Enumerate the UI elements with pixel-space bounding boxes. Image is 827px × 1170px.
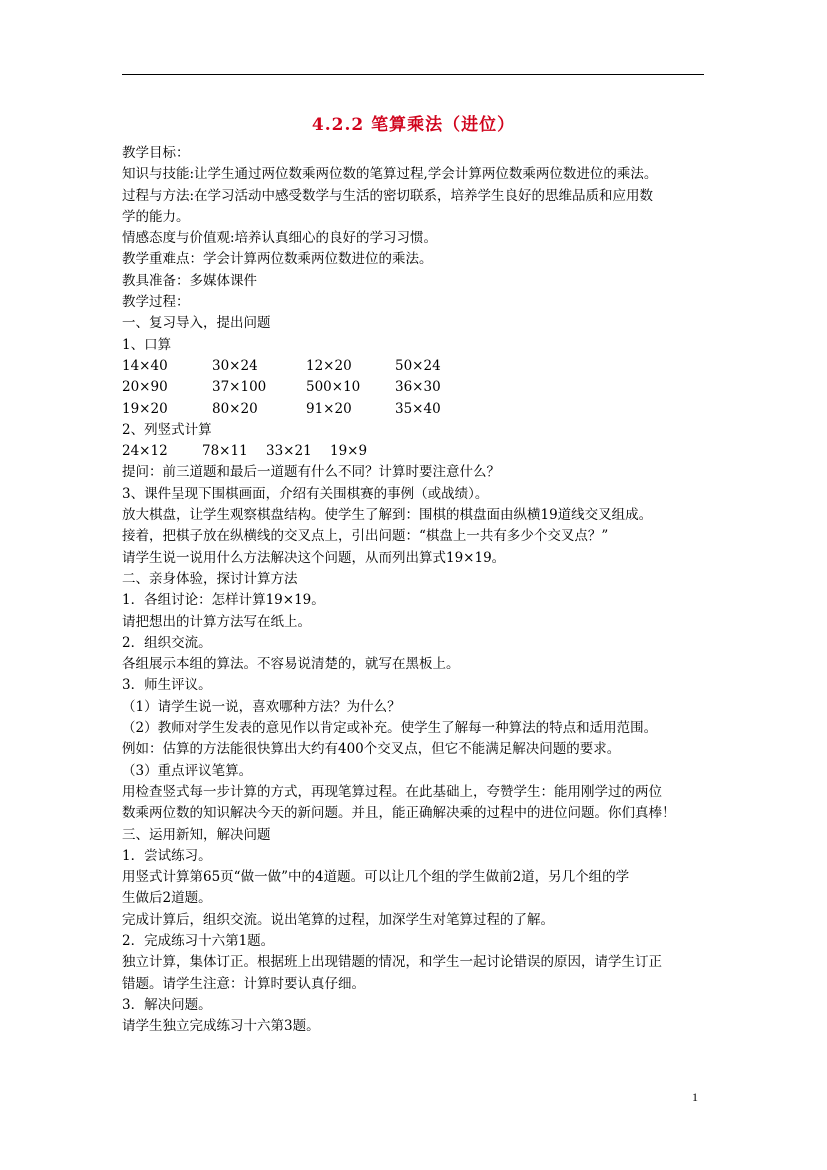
text-line: 二、亲身体验，探讨计算方法	[122, 570, 298, 587]
document-body	[122, 143, 707, 1037]
text-line: 情感态度与价值观:培养认真细心的良好的学习习惯。	[122, 230, 438, 247]
header-rule	[122, 74, 704, 75]
oral-row	[122, 356, 707, 377]
section-heading: 2、列竖式计算	[122, 421, 212, 438]
text-line: （3）重点评议笔算。	[122, 762, 253, 779]
oral-item: 80×20	[212, 400, 258, 417]
text-line: 2．完成练习十六第1题。	[122, 932, 275, 949]
vertical-item: 24×12	[122, 443, 168, 460]
text-line: 过程与方法:在学习活动中感受数学与生活的密切联系，培养学生良好的思维品质和应用数	[122, 187, 654, 204]
oral-item: 500×10	[306, 379, 361, 396]
text-line: 各组展示本组的算法。不容易说清楚的，就写在黑板上。	[122, 656, 460, 673]
text-line: 放大棋盘，让学生观察棋盘结构。使学生了解到：围棋的棋盘面由纵横19道线交叉组成。	[122, 507, 653, 524]
text-line: 用检查竖式每一步计算的方式，再现笔算过程。在此基础上，夸赞学生：能用刚学过的两位	[122, 783, 662, 800]
text-line: 独立计算，集体订正。根据班上出现错题的情况，和学生一起讨论错误的原因，请学生订正	[122, 954, 662, 971]
text-line: 3．解决问题。	[122, 996, 212, 1013]
text-line: 1．尝试练习。	[122, 847, 212, 864]
oral-item: 50×24	[395, 357, 441, 374]
text-line: 3、课件呈现下围棋画面，介绍有关围棋赛的事例（或战绩）。	[122, 485, 489, 502]
vertical-item: 33×21	[266, 443, 312, 460]
text-line: 1、口算	[122, 336, 172, 353]
text-line: 请学生说一说用什么方法解决这个问题，从而列出算式19×19。	[122, 549, 506, 566]
text-line: （2）教师对学生发表的意见作以肯定或补充。使学生了解每一种算法的特点和适用范围。	[122, 720, 658, 737]
oral-item: 19×20	[122, 400, 168, 417]
text-line: 教学重难点：学会计算两位数乘两位数进位的乘法。	[122, 251, 433, 268]
text-line: 1．各组讨论：怎样计算19×19。	[122, 592, 325, 609]
text-line: 教具准备：多媒体课件	[122, 272, 257, 289]
page-title: 4.2.2 笔算乘法（进位）	[311, 115, 516, 135]
text-line: 用竖式计算第65页“做一做”中的4道题。可以让几个组的学生做前2道，另几个组的学	[122, 869, 630, 886]
text-line: 知识与技能:让学生通过两位数乘两位数的笔算过程,学会计算两位数乘两位数进位的乘法。	[122, 166, 658, 183]
text-line: 一、复习导入，提出问题	[122, 315, 271, 332]
oral-row	[122, 399, 707, 420]
vertical-item: 19×9	[330, 443, 368, 460]
text-line: 完成计算后，组织交流。说出笔算的过程，加深学生对笔算过程的了解。	[122, 911, 554, 928]
text-line: 教学目标：	[122, 145, 190, 161]
vertical-row	[122, 441, 707, 462]
oral-item: 37×100	[212, 379, 267, 396]
text-line: 错题。请学生注意：计算时要认真仔细。	[122, 975, 365, 992]
text-line: 数乘两位数的知识解决今天的新问题。并且，能正确解决乘的过程中的进位问题。你们真棒！	[122, 805, 676, 822]
text-line: 3．师生评议。	[122, 677, 212, 694]
text-line: 请把想出的计算方法写在纸上。	[122, 613, 311, 630]
oral-row	[122, 377, 707, 398]
page-number: 1	[692, 1090, 698, 1104]
text-line: 接着，把棋子放在纵横线的交叉点上，引出问题：“棋盘上一共有多少个交叉点？”	[122, 528, 609, 545]
text-line: 例如：估算的方法能很快算出大约有400个交叉点，但它不能满足解决问题的要求。	[122, 741, 621, 758]
oral-item: 36×30	[395, 379, 441, 396]
oral-item: 35×40	[395, 400, 441, 417]
oral-item: 20×90	[122, 379, 168, 396]
text-line: 请学生独立完成练习十六第3题。	[122, 1018, 320, 1035]
text-line: （1）请学生说一说，喜欢哪种方法？为什么？	[122, 698, 401, 715]
oral-item: 12×20	[306, 357, 352, 374]
text-line: 提问：前三道题和最后一道题有什么不同？计算时要注意什么？	[122, 464, 500, 481]
text-line: 教学过程：	[122, 294, 190, 311]
oral-item: 30×24	[212, 357, 258, 374]
text-line: 2．组织交流。	[122, 634, 212, 651]
oral-item: 14×40	[122, 357, 168, 374]
text-line: 学的能力。	[122, 208, 190, 225]
vertical-item: 78×11	[202, 443, 248, 460]
oral-item: 91×20	[306, 400, 352, 417]
text-line: 生做后2道题。	[122, 890, 212, 907]
text-line: 三、运用新知，解决问题	[122, 826, 271, 843]
